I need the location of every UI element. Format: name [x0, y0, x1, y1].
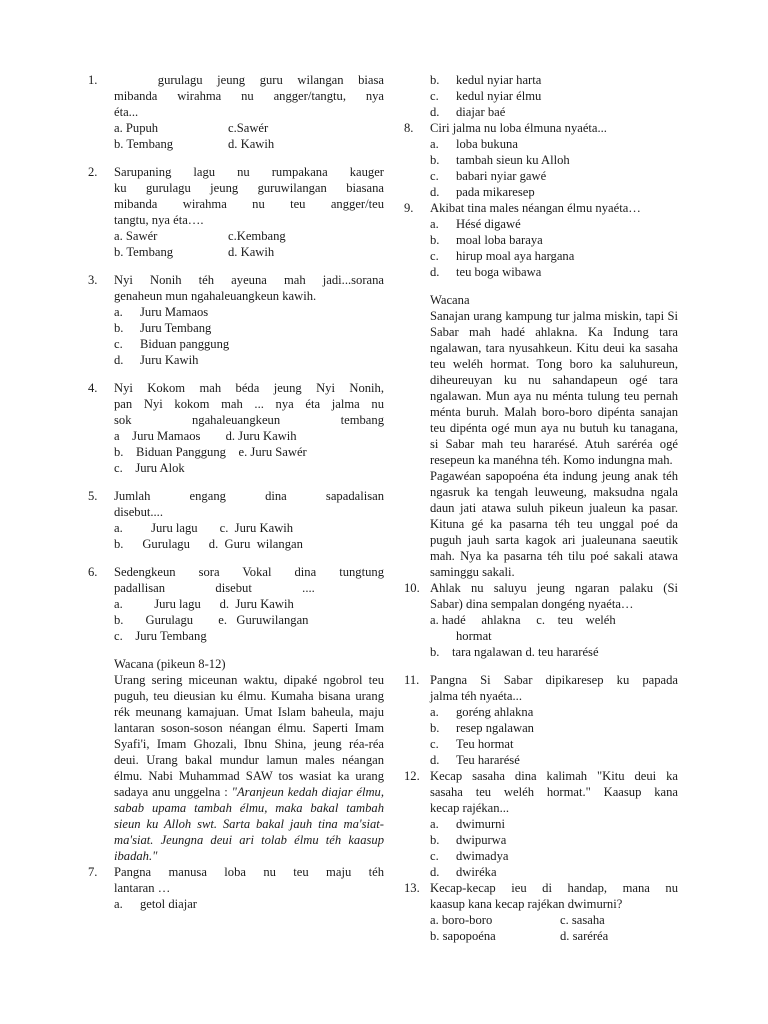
option-d: d. diajar baé [430, 105, 506, 119]
option-c: c. babari nyiar gawé [430, 169, 547, 183]
passage-label: Wacana [430, 293, 470, 307]
question-number: 8. [404, 121, 414, 135]
option-b: b. moal loba baraya [430, 233, 543, 247]
option-d: d. dwiréka [430, 865, 497, 879]
option-d: d. Juru Kawih [114, 353, 199, 367]
passage-paragraph: Pagawéan sapopoéna éta indung jeung anak téh ngasruk ka tengah leuweung, maksudna ngala daun jati atawa suluh pikeun jualeun ka pasar. Kituna gé ka pasarna téh teu unggal poé da puguh jauh sarta kagok ari jualeunana saeutik mah. Nya ka pasarna téh tilu poé sakali atawa saminggu sakali. [430, 469, 678, 579]
question-text: ku gurulagu jeung guruwilangan biasana [114, 181, 384, 195]
option-row [114, 244, 384, 260]
question-8 [404, 120, 678, 200]
question-text: sasaha teu weléh hormat." Kaasup kana [430, 785, 678, 799]
question-13 [404, 880, 678, 944]
question-3 [88, 272, 384, 368]
question-text: Sedengkeun sora Vokal dina tungtung [114, 565, 384, 579]
question-text: Akibat tina males néangan élmu nyaéta… [430, 201, 641, 215]
option-row [430, 912, 678, 928]
question-text: Nyi Nonih téh ayeuna mah jadi...sorana [114, 273, 384, 287]
question-text: mibanda wirahma nu angger/tangtu, nya [114, 89, 384, 103]
question-text: jalma téh nyaéta... [430, 689, 522, 703]
option-row: b. Gurulagu d. Guru wilangan [114, 537, 303, 551]
option-a: a. Hésé digawé [430, 217, 521, 231]
option-d: d. Kawih [228, 137, 275, 151]
left-column [88, 72, 384, 912]
option-row [114, 136, 384, 152]
option-b: b. resep ngalawan [430, 721, 534, 735]
question-1 [88, 72, 384, 152]
option-a-continued: hormat [456, 629, 492, 643]
question-number: 13. [404, 881, 420, 895]
question-text: pan Nyi kokom mah ... nya éta jalma nu [114, 397, 384, 411]
option-c: c.Sawér [228, 121, 269, 135]
option-b: b. kedul nyiar harta [430, 73, 542, 87]
question-7 [88, 864, 384, 912]
passage-text: Urang sering miceunan waktu, dipaké ngobrol teu puguh, teu dieusian ku élmu. Kumaha bisana urang rék meunang kamajuan. Umat Islam baheula, maju lantaran soson-soson néangan élmu. Saperti Imam Syafi'i, Imam Ghozali, Ibnu Shina, jeung réa-réa deui. Urang bakal mundur lamun males néangan élmu. Nabi Muhammad SAW tos wasiat ka urang sadaya anu unggelna : "Aranjeun kedah diajar élmu, sabab upama tambah élmu, maka bakal tambah sieun ku Alloh swt. Sarta bakal jauh tina ma'siat-ma'siat. Jeungna deui ari tolab élmu téh kaasup ibadah." [114, 673, 384, 863]
passage-paragraph: Sanajan urang kampung tur jalma miskin, tapi Si Sabar mah hadé ahlakna. Ka Indung tara ngalawan, tara nyusahkeun. Kitu deui ka sasaha teu weléh hormat. Tong boro ka saluhureun, diheureuyan ku nu sahandapeun ogé tara ngalawan. Mun aya nu ménta tulung teu pernah ménta buruh. Malah boro-boro dipénta sanajan teu dipénta ogé mun aya nu butuh ku tanagana, si Sabar mah teu hararésé. Atuh saréréa ogé resepeun ka manéhna téh. Komo indungna mah. [430, 309, 678, 467]
question-number: 1. [88, 73, 98, 87]
question-text: Ciri jalma nu loba élmuna nyaéta... [430, 121, 607, 135]
option-d: d. teu boga wibawa [430, 265, 542, 279]
question-text: tangtu, nya éta…. [114, 213, 204, 227]
reading-passage-2 [404, 292, 678, 580]
option-b: b. sapopoéna [430, 929, 496, 943]
option-row [430, 928, 678, 944]
question-text: gurulagu jeung guru wilangan biasa [157, 73, 384, 87]
option-row: b. Gurulagu e. Guruwilangan [114, 613, 309, 627]
question-number: 12. [404, 769, 420, 783]
option-row: a Juru Mamaos d. Juru Kawih [114, 429, 297, 443]
question-10 [404, 580, 678, 660]
question-text: lantaran … [114, 881, 171, 895]
option-b: b. tara ngalawan d. teu hararésé [430, 645, 599, 659]
question-text: Jumlah engang dina sapadalisan [114, 489, 384, 503]
question-number: 7. [88, 865, 98, 879]
question-4 [88, 380, 384, 476]
option-c: c. dwimadya [430, 849, 509, 863]
option-row: b. Biduan Panggung e. Juru Sawér [114, 445, 307, 459]
question-text: padallisan disebut .... [114, 581, 315, 595]
passage-label: Wacana (pikeun 8-12) [114, 657, 226, 671]
option-a: a. dwimurni [430, 817, 505, 831]
option-c: c. hirup moal aya hargana [430, 249, 575, 263]
question-text: Sarupaning lagu nu rumpakana kauger [114, 165, 384, 179]
question-text: kaasup kana kecap rajékan dwimurni? [430, 897, 623, 911]
question-text: kecap rajékan... [430, 801, 510, 815]
question-text: Sabar) dina sempalan dongéng nyaéta… [430, 597, 634, 611]
option-d: d. pada mikaresep [430, 185, 535, 199]
question-text: éta... [114, 105, 139, 119]
option-c: c. Biduan panggung [114, 337, 230, 351]
question-text: Pangna Si Sabar dipikaresep ku papada [430, 673, 678, 687]
question-5 [88, 488, 384, 552]
question-number: 10. [404, 581, 420, 595]
option-a: a. Juru Mamaos [114, 305, 209, 319]
option-b: b. Tembang [114, 137, 174, 151]
option-c: c.Kembang [228, 229, 286, 243]
option-d: d. Kawih [228, 245, 275, 259]
question-number: 11. [404, 673, 420, 687]
question-12 [404, 768, 678, 880]
question-text: sok ngahaleuangkeun tembang [114, 413, 384, 427]
question-text: Ahlak nu saluyu jeung ngaran palaku (Si [430, 581, 678, 595]
question-number: 2. [88, 165, 98, 179]
option-b: b. Juru Tembang [114, 321, 212, 335]
question-6 [88, 564, 384, 644]
option-b: b. tambah sieun ku Alloh [430, 153, 570, 167]
question-number: 3. [88, 273, 98, 287]
right-column [404, 72, 678, 944]
option-c: c. kedul nyiar élmu [430, 89, 542, 103]
question-text: genaheun mun ngahaleuangkeun kawih. [114, 289, 317, 303]
option-a: a. hadé ahlakna c. teu weléh [430, 613, 616, 627]
option-row [114, 228, 384, 244]
option-d: d. Teu hararésé [430, 753, 520, 767]
question-number: 5. [88, 489, 98, 503]
question-number: 4. [88, 381, 98, 395]
option-row: c. Juru Alok [114, 461, 185, 475]
option-row: a. Juru lagu c. Juru Kawih [114, 521, 294, 535]
option-a: a. goréng ahlakna [430, 705, 534, 719]
question-text: Pangna manusa loba nu teu maju téh [114, 865, 384, 879]
question-text: Kecap sasaha dina kalimah "Kitu deui ka [430, 769, 678, 783]
question-text: Nyi Kokom mah béda jeung Nyi Nonih, [114, 381, 384, 395]
option-c: c. sasaha [560, 913, 605, 927]
question-2 [88, 164, 384, 260]
option-row [114, 120, 384, 136]
question-text: disebut.... [114, 505, 163, 519]
option-a: a. Pupuh [114, 121, 159, 135]
question-7-continued [404, 72, 678, 120]
question-11 [404, 672, 678, 768]
option-a: a. boro-boro [430, 913, 493, 927]
option-a: a. Sawér [114, 229, 158, 243]
question-number: 9. [404, 201, 414, 215]
option-a: a. loba bukuna [430, 137, 518, 151]
option-b: b. Tembang [114, 245, 174, 259]
option-row: c. Juru Tembang [114, 629, 207, 643]
option-a: a. getol diajar [114, 897, 197, 911]
option-row: a. Juru lagu d. Juru Kawih [114, 597, 294, 611]
option-d: d. saréréa [560, 929, 609, 943]
question-text: Kecap-kecap ieu di handap, mana nu [430, 881, 678, 895]
question-9 [404, 200, 678, 280]
question-text: mibanda wirahma nu teu angger/teu [114, 197, 384, 211]
option-c: c. Teu hormat [430, 737, 514, 751]
reading-passage-1 [88, 656, 384, 864]
passage-quote: "Aranjeun kedah diajar élmu, sabab upama tambah élmu, maka bakal tambah sieun ku Alloh swt. Sarta bakal jauh tina ma'siat-ma'siat. Jeungna deui ari tolab élmu téh kaasup ibadah." [114, 785, 384, 863]
option-b: b. dwipurwa [430, 833, 507, 847]
question-number: 6. [88, 565, 98, 579]
